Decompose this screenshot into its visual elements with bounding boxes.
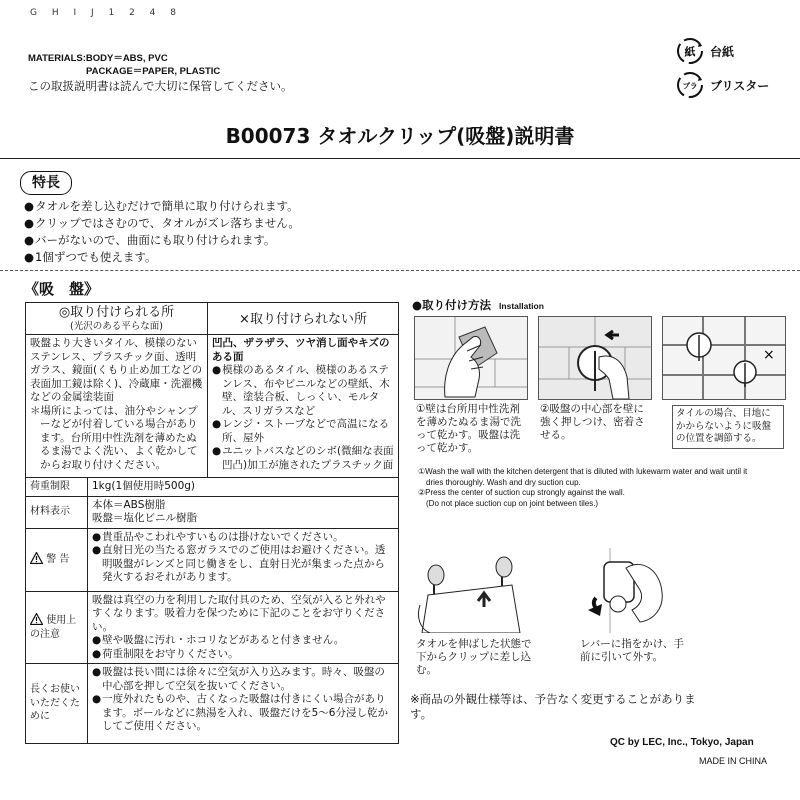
load-limit-label: 荷重制限: [26, 478, 88, 497]
can-mount-cell: [26, 335, 208, 478]
caution-item: ● 荷重制限をお守りください。: [92, 648, 394, 662]
cannot-mount-item: ● レンジ・ストーブなどで高温になる所、屋外: [212, 418, 394, 445]
caution-cell: [88, 591, 399, 664]
install-heading-jp: ●取り付け方法: [412, 298, 492, 312]
tile-illustration: [663, 317, 785, 399]
materials-block: [28, 52, 220, 78]
en-line: ②Press the center of suction cup strongly against the wall.: [418, 488, 625, 497]
step1-caption: ①壁は台所用中性洗剤を薄めたぬるま湯で洗って乾かす。吸盤は洗って乾かす。: [416, 403, 521, 454]
longuse-cell: [88, 664, 399, 744]
caution-icon: [30, 613, 43, 625]
illustration-wipe: [414, 316, 528, 400]
made-in: MADE IN CHINA: [699, 756, 768, 766]
insert-illustration: [412, 545, 532, 633]
paper-label: 台紙: [710, 44, 735, 59]
warning-cell: [88, 528, 399, 591]
section-divider: [0, 270, 800, 271]
illustration-remove: [580, 548, 680, 633]
plastic-recycle-icon: [676, 71, 704, 99]
material-line: 吸盤＝塩化ビニル樹脂: [92, 512, 197, 524]
materials-line2: PACKAGE＝PAPER, PLASTIC: [86, 66, 221, 77]
install-heading: [412, 297, 544, 313]
cannot-mount-cell: [208, 335, 399, 478]
illustration-press: [538, 316, 652, 400]
press-illustration: [539, 317, 651, 399]
en-line: ①Wash the wall with the kitchen detergent that is diluted with lukewarm water and wait until it: [418, 467, 748, 476]
material-values: [88, 496, 399, 528]
features-heading: 特長: [20, 171, 72, 195]
cannot-mount-item: ● ユニットバスなどのシボ(微細な表面凹凸)加工が施されたプラスチック面: [212, 445, 394, 472]
cannot-mount-lead: 凹凸、ザラザラ、ツヤ消し面やキズのある面: [212, 337, 390, 363]
step2-caption: ②吸盤の中心部を壁に強く押しつけ、密着させる。: [540, 403, 645, 441]
material-label: 材料表示: [26, 496, 88, 528]
warning-item: ● 貴重品やこわれやすいものは掛けないでください。: [92, 531, 394, 545]
features-list: [24, 198, 300, 266]
paper-mark-text: 紙: [684, 45, 696, 59]
en-line: dries thoroughly. Wash and dry suction cup.: [426, 477, 581, 487]
feature-item: ● バーがないので、曲面にも取り付けられます。: [24, 232, 300, 249]
recycle-paper: [676, 34, 786, 68]
en-line: (Do not place suction cup on joint between tiles.): [426, 498, 599, 508]
install-heading-en: Installation: [499, 301, 544, 311]
can-mount-note: ＊場所によっては、油分やシャンプーなどが付着している場合があります。台所用中性洗剤を薄めたぬるま湯でよく洗い、よく乾かしてからお取り付けください。: [30, 404, 198, 471]
feature-item: ● クリップではさむので、タオルがズレ落ちません。: [24, 215, 300, 232]
remove-illustration: [580, 548, 680, 633]
warning-label: 警 告: [46, 554, 70, 566]
install-english: [418, 467, 788, 509]
warning-label-cell: [26, 528, 88, 591]
warning-icon: [30, 552, 43, 564]
suction-table: [25, 302, 398, 744]
suction-heading: 《吸 盤》: [24, 280, 100, 298]
wipe-illustration: [415, 317, 527, 399]
longuse-item: ● 吸盤は長い間には徐々に空気が入り込みます。時々、吸盤の中心部を押して空気を抜いてください。: [92, 666, 394, 693]
paper-recycle-icon: [676, 37, 704, 65]
page-title: B00073 タオルクリップ(吸盤)説明書: [225, 124, 575, 148]
load-limit-value: 1kg(1個使用時500g): [88, 478, 399, 497]
step3-caption: タオルを伸ばした状態で下からクリップに差し込む。: [416, 638, 532, 676]
feature-item: ● タオルを差し込むだけで簡単に取り付けられます。: [24, 198, 300, 215]
can-mount-subtitle: (光沢のある平らな面): [70, 320, 163, 332]
plastic-mark-text: プラ: [682, 81, 698, 91]
title-divider: [0, 158, 800, 159]
step4-caption: レバーに指をかけ、手前に引いて外す。: [580, 638, 684, 663]
recycle-marks: [676, 34, 786, 102]
can-mount-title: ◎取り付けられる所: [58, 305, 175, 320]
can-mount-text: 吸盤より大きいタイル、模様のないステンレス、プラスチック面、透明ガラス、鏡面(くもり止め加工などの表面加工鏡は除く)、冷蔵庫・洗濯機などの金属塗装面: [30, 337, 203, 403]
caution-label: 使用上の注意: [30, 615, 77, 640]
qc-credit: QC by LEC, Inc., Tokyo, Japan: [610, 737, 754, 748]
cannot-mount-item: ● 模様のあるタイル、模様のあるステンレス、布やビニルなどの壁紙、木壁、塗装合板、しっくい、モルタル、スリガラスなど: [212, 364, 394, 418]
product-code: G H I J 1 2 4 8: [30, 8, 182, 18]
keep-notice: この取扱説明書は読んで大切に保管してください。: [28, 79, 293, 93]
illustration-tile: [662, 316, 786, 400]
material-line: 本体＝ABS樹脂: [92, 498, 166, 511]
can-mount-header: [26, 303, 208, 335]
tile-note: タイルの場合、目地にかからないように吸盤の位置を調節する。: [672, 405, 784, 449]
longuse-label: 長くお使いいただくために: [26, 664, 88, 744]
cannot-mount-title: ×取り付けられない所: [239, 311, 367, 327]
caution-label-cell: [26, 591, 88, 664]
materials-line1: MATERIALS:BODY＝ABS, PVC: [28, 53, 168, 64]
feature-item: ● 1個ずつでも使えます。: [24, 249, 300, 266]
spec-change-note: ※商品の外観仕様等は、予告なく変更することがあります。: [410, 692, 696, 721]
cannot-mount-header: [208, 303, 399, 335]
x-mark: ×: [763, 347, 775, 363]
caution-text: 吸盤は真空の力を利用した取付具のため、空気が入ると外れやすくなります。吸着力を保つために下記のことをお守りください。: [92, 593, 386, 633]
recycle-plastic: [676, 68, 786, 102]
plastic-label: ブリスター: [710, 78, 770, 93]
warning-item: ● 直射日光の当たる窓ガラスでのご使用はお避けください。透明吸盤がレンズと同じ働きをし、直射日光が集まった点から発火するおそれがあります。: [92, 544, 394, 585]
caution-item: ● 壁や吸盤に汚れ・ホコリなどがあると付きません。: [92, 634, 394, 648]
longuse-item: ● 一度外れたものや、古くなった吸盤は付きにくい場合があります。ボールなどに熱湯を入れ、吸盤だけを5～6分浸し乾かしてご使用ください。: [92, 693, 394, 734]
illustration-insert: [412, 545, 532, 633]
